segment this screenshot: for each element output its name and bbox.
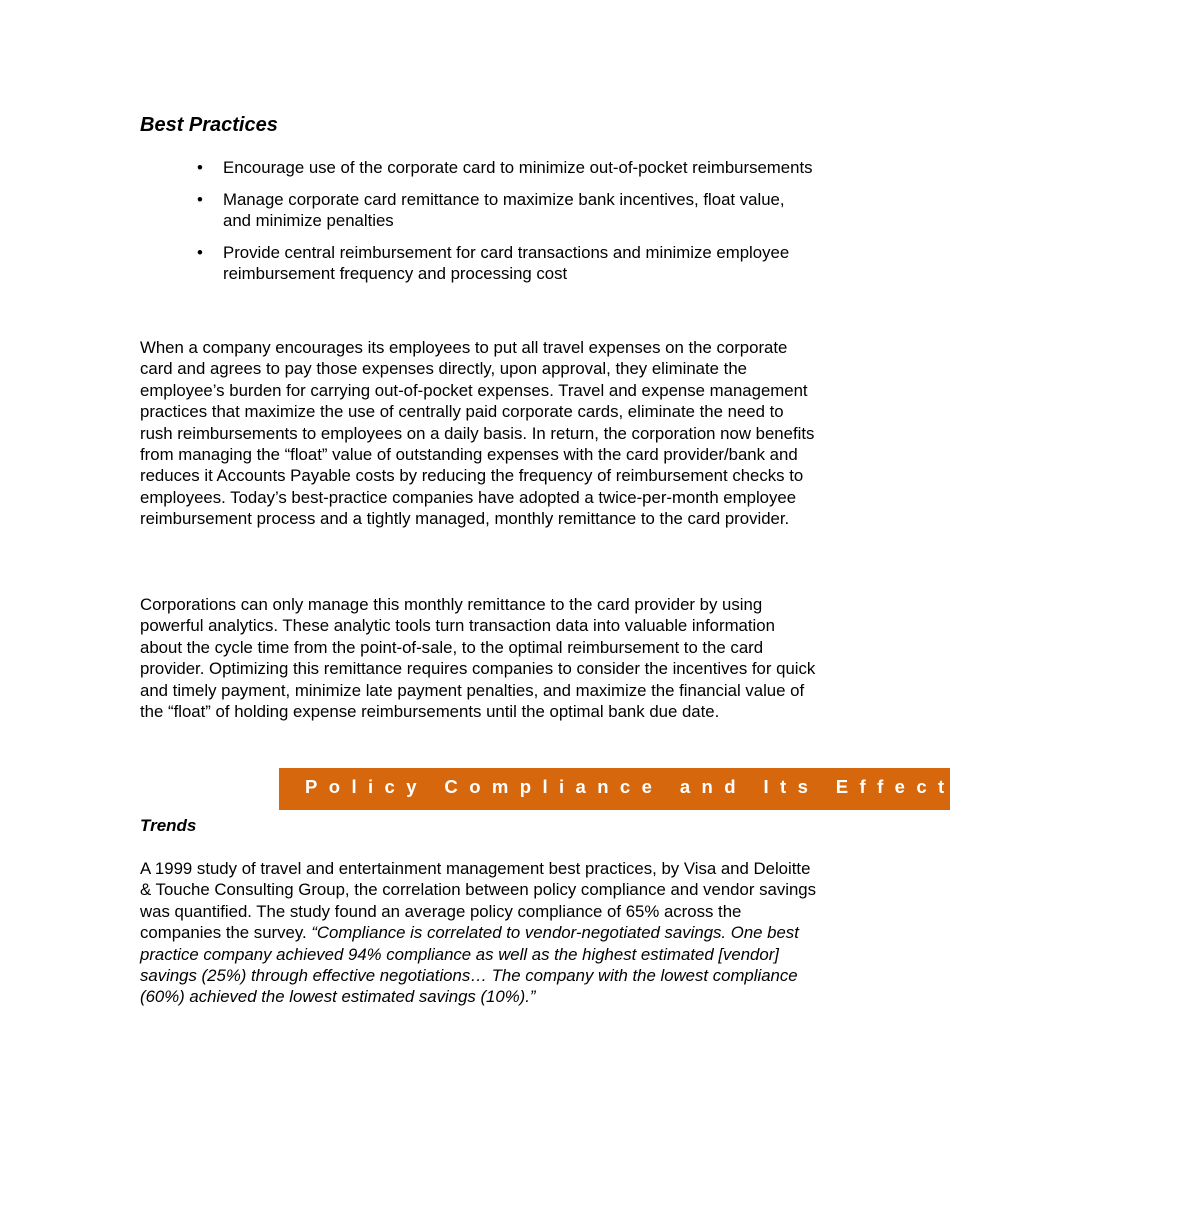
trends-heading: Trends <box>140 816 197 835</box>
trends-quote: “Compliance is correlated to vendor-negotiated savings. One best practice company achieved 94% compliance as well as the highest estimated [vendor] savings (25%) through effective negotiations… The company with the lowest compliance (60%) achieved the lowest estimated savings (10%).” <box>140 923 799 1007</box>
best-practices-list <box>195 157 815 295</box>
list-item <box>195 189 815 232</box>
section-banner-title: Policy Compliance and Its Effect on Expense <box>305 776 1190 797</box>
bullet-text: Encourage use of the corporate card to minimize out-of-pocket reimbursements <box>223 158 813 177</box>
bullet-icon: • <box>197 242 203 262</box>
bullet-icon: • <box>197 158 203 177</box>
section-banner <box>279 768 1190 810</box>
list-item <box>195 157 815 179</box>
bullet-text: Manage corporate card remittance to maximize bank incentives, float value, and minimize penalties <box>223 189 785 230</box>
list-item <box>195 242 815 285</box>
body-paragraph-analytics: Corporations can only manage this monthly remittance to the card provider by using powerful analytics. These analytic tools turn transaction data into valuable information about the cycle time from the point-of-sale, to the optimal reimbursement to the card provider. Optimizing this remittance requires companies to consider the incentives for quick and timely payment, minimize late payment penalties, and maximize the financial value of the “float” of holding expense reimbursements until the optimal bank due date. <box>140 595 816 722</box>
bullet-icon: • <box>197 189 203 209</box>
body-paragraph-trends <box>140 858 818 1008</box>
body-paragraph-float: When a company encourages its employees to put all travel expenses on the corporate card and agrees to pay those expenses directly, upon approval, they eliminate the employee’s burden for carrying out-of-pocket expenses. Travel and expense management practices that maximize the use of centrally paid corporate cards, eliminate the need to rush reimbursements to employees on a daily basis. In return, the corporation now benefits from managing the “float” value of outstanding expenses with the card provider/bank and reduces it Accounts Payable costs by reducing the frequency of reimbursement checks to employees. Today’s best-practice companies have adopted a twice-per-month employee reimbursement process and a tightly managed, monthly remittance to the card provider. <box>140 338 815 529</box>
trends-text: A 1999 study of travel and entertainment management best practices, by Visa and Deloitte & Touche Consulting Group, the correlation between policy compliance and vendor savings was quantified. The study found an average policy compliance of 65% across the companies the survey. <box>140 859 817 943</box>
best-practices-heading: Best Practices <box>140 114 278 136</box>
bullet-text: Provide central reimbursement for card transactions and minimize employee reimbursement frequency and processing cost <box>223 242 790 283</box>
